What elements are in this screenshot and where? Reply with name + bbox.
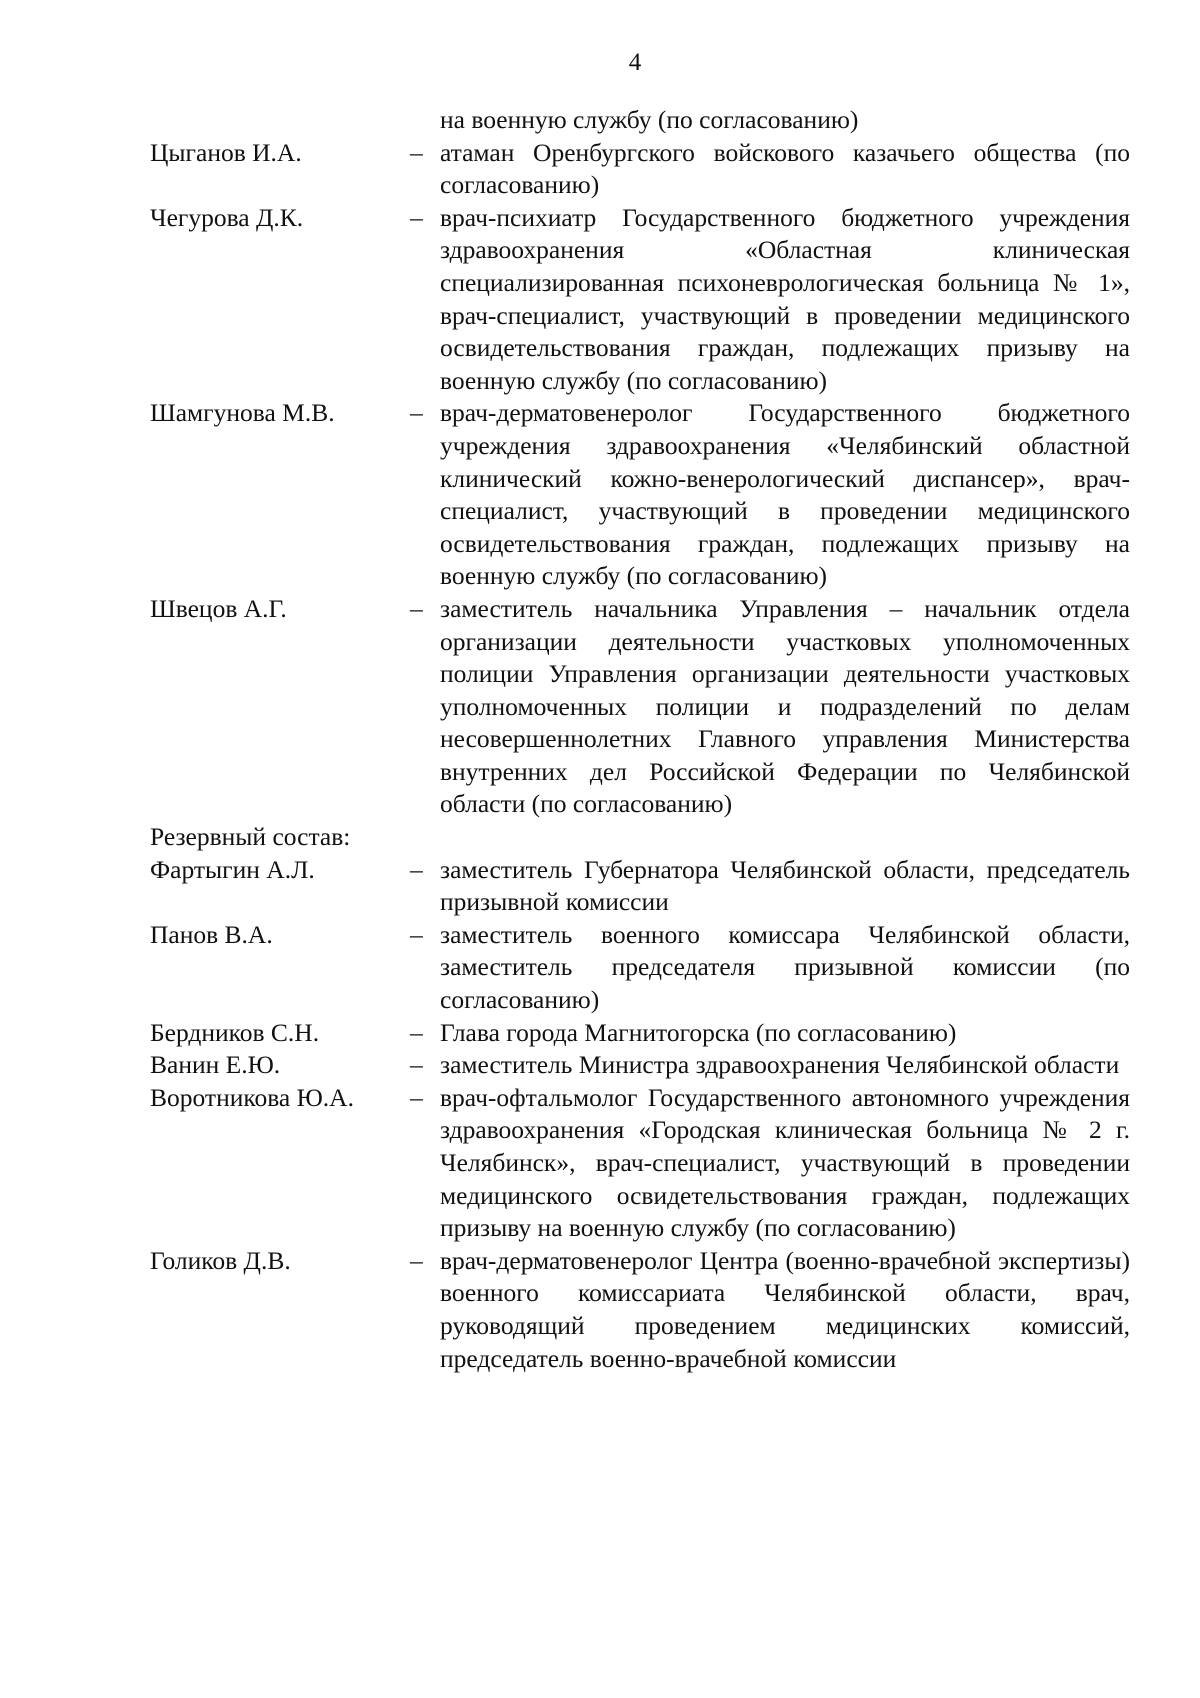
- member-dash: –: [410, 1082, 423, 1112]
- member-name: Панов В.А.: [150, 919, 273, 949]
- member-position: врач-дерматовенеролог Центра (военно-врачебной экспертизы) военного комиссариата Челябинской области, врач, руководящий проведением медицинских комиссий, председатель военно-врачебной комиссии: [440, 1245, 1130, 1373]
- member-name: Голиков Д.В.: [150, 1245, 291, 1275]
- member-name: Воротникова Ю.А.: [150, 1082, 354, 1112]
- member-entry: [150, 1082, 1130, 1245]
- commission-list: [150, 104, 1130, 1375]
- member-entry: [150, 593, 1130, 821]
- member-name: Бердников С.Н.: [150, 1017, 320, 1047]
- member-entry: [150, 397, 1130, 593]
- reserve-composition: [150, 854, 1130, 1376]
- member-position: врач-офтальмолог Государственного автономного учреждения здравоохранения «Городская клиническая больница № 2 г. Челябинск», врач-специалист, участвующий в проведении медицинского освидетельствования граждан, подлежащих призыву на военную службу (по согласованию): [440, 1082, 1130, 1243]
- continuation-line: [150, 104, 1130, 137]
- member-dash: –: [410, 1245, 423, 1275]
- member-position: атаман Оренбургского войскового казачьего общества (по согласованию): [440, 137, 1130, 200]
- member-position: заместитель Министра здравоохранения Челябинской области: [440, 1050, 1120, 1080]
- member-position: заместитель начальника Управления – начальник отдела организации деятельности участковых уполномоченных полиции Управления организации деятельности участковых уполномоченных полиции и подразделений по делам несовершеннолетних Главного управления Министерства внутренних дел Российской Федерации по Челябинской области (по согласованию): [440, 593, 1130, 819]
- member-position: заместитель военного комиссара Челябинской области, заместитель председателя призывной комиссии (по согласованию): [440, 919, 1130, 1015]
- main-composition: [150, 137, 1130, 821]
- member-entry: [150, 854, 1130, 919]
- member-name: Швецов А.Г.: [150, 593, 287, 623]
- member-entry: [150, 202, 1130, 398]
- member-position: врач-дерматовенеролог Государственного бюджетного учреждения здравоохранения «Челябинский областной клинический кожно-венерологический диспансер», врач-специалист, участвующий в проведении медицинского освидетельствования граждан, подлежащих призыву на военную службу (по согласованию): [440, 398, 1130, 591]
- member-dash: –: [410, 398, 423, 428]
- member-position: Глава города Магнитогорска (по согласованию): [440, 1017, 957, 1047]
- member-name: Фартыгин А.Л.: [150, 854, 315, 884]
- member-dash: –: [410, 593, 423, 623]
- member-name: Ванин Е.Ю.: [150, 1050, 281, 1080]
- continuation-text: на военную службу (по согласованию): [440, 105, 859, 134]
- member-dash: –: [410, 1050, 423, 1080]
- member-dash: –: [410, 854, 423, 884]
- member-dash: –: [410, 137, 423, 167]
- member-entry: [150, 919, 1130, 1017]
- member-entry: [150, 137, 1130, 202]
- member-position: заместитель Губернатора Челябинской области, председатель призывной комиссии: [440, 854, 1130, 917]
- member-name: Цыганов И.А.: [150, 137, 302, 167]
- member-name: Шамгунова М.В.: [150, 398, 335, 428]
- member-name: Чегурова Д.К.: [150, 202, 304, 232]
- member-position: врач-психиатр Государственного бюджетного учреждения здравоохранения «Областная клиническая специализированная психоневрологическая больница № 1», врач-специалист, участвующий в проведении медицинского освидетельствования граждан, подлежащих призыву на военную службу (по согласованию): [440, 202, 1130, 395]
- member-entry: [150, 1049, 1130, 1082]
- member-entry: [150, 1017, 1130, 1050]
- reserve-section-title: Резервный состав:: [150, 822, 351, 852]
- member-dash: –: [410, 919, 423, 949]
- member-dash: –: [410, 1017, 423, 1047]
- member-entry: [150, 1245, 1130, 1375]
- page-number: 4: [628, 49, 642, 76]
- member-dash: –: [410, 202, 423, 232]
